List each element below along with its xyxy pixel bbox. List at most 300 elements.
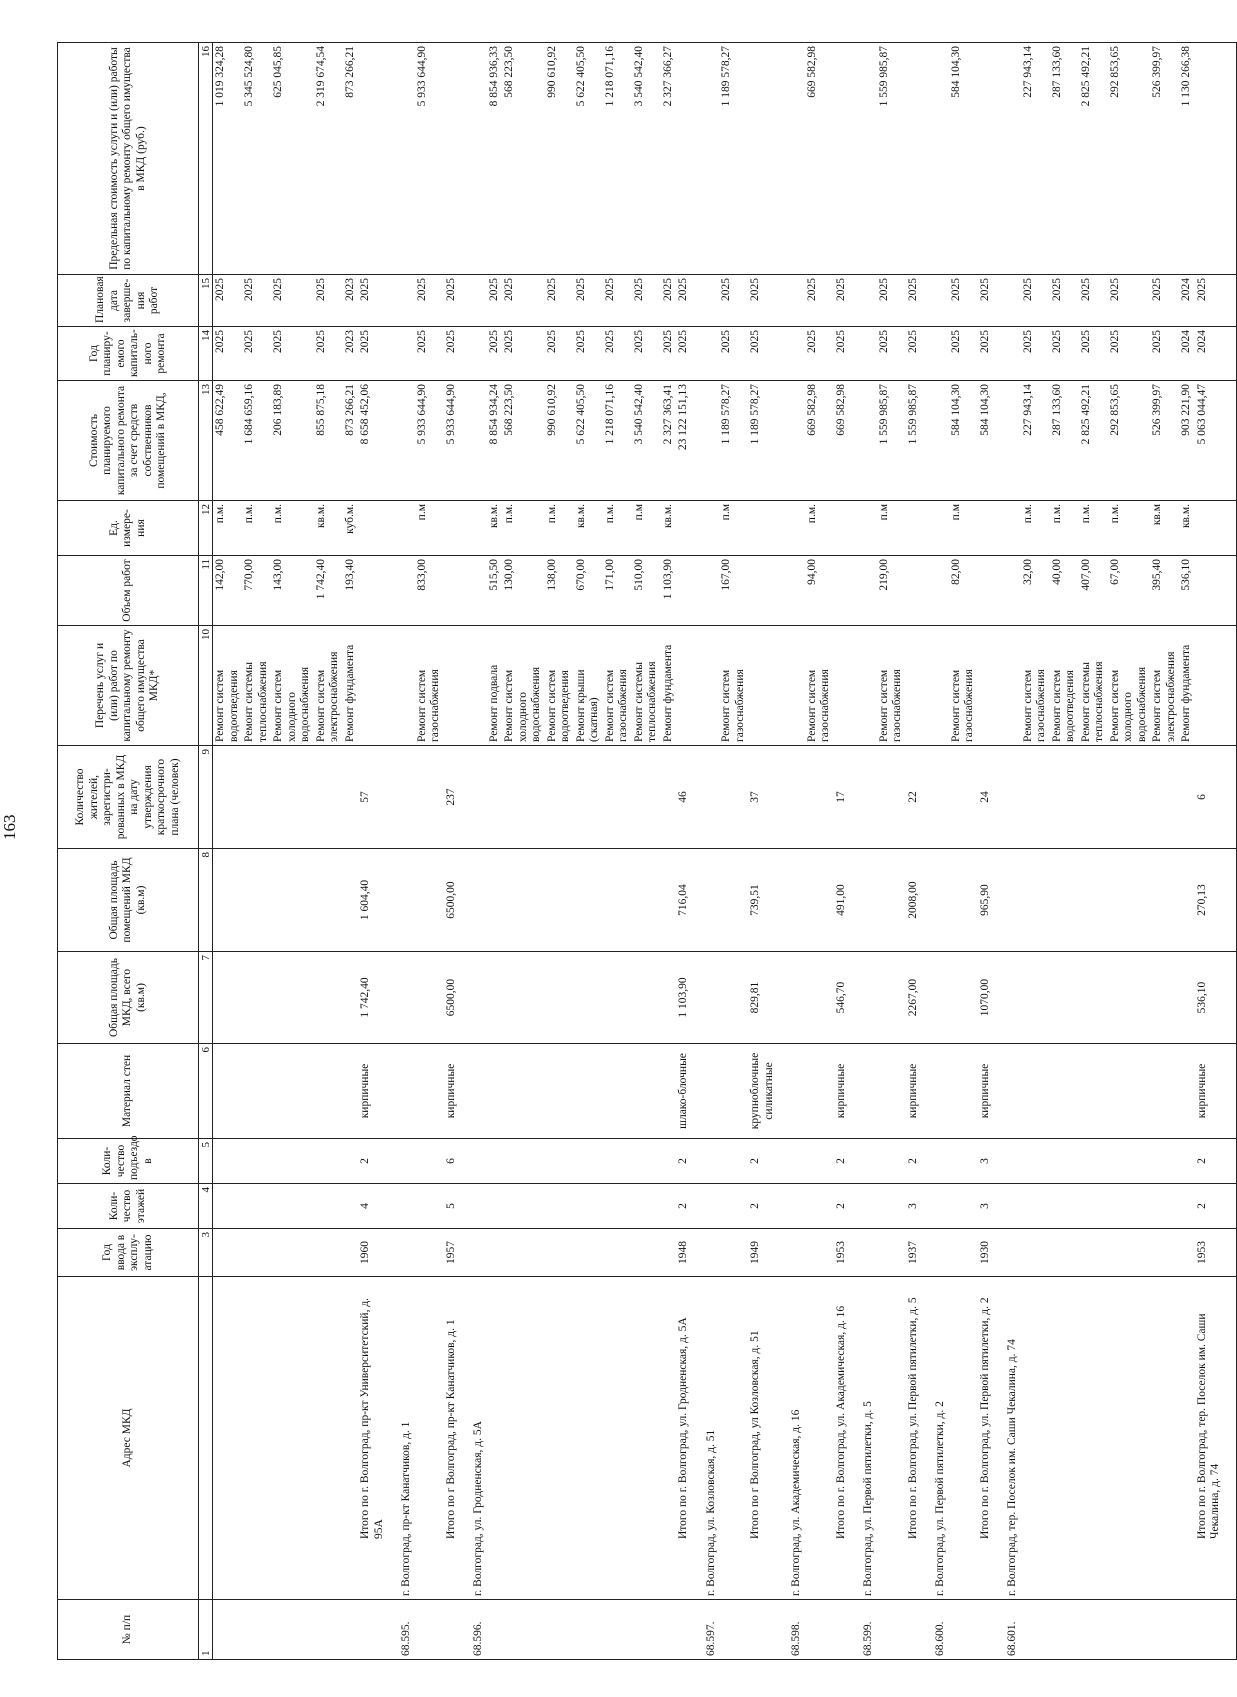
column-header: Коли-чество подъездо в	[58, 1139, 199, 1184]
empty-cell	[692, 746, 704, 849]
empty-cell	[877, 849, 906, 952]
empty-cell	[692, 952, 704, 1044]
work-unit: п.м.	[213, 501, 243, 556]
column-header: Плановая дата заверше-ния работ	[58, 275, 199, 327]
empty-cell	[358, 501, 387, 556]
empty-cell	[789, 952, 805, 1044]
empty-cell	[632, 1277, 661, 1600]
empty-cell	[704, 746, 720, 849]
empty-cell	[933, 327, 949, 381]
empty-cell	[459, 952, 471, 1044]
work-end: 2025	[415, 275, 444, 327]
total-end: 2025	[978, 275, 994, 327]
empty-cell	[343, 746, 359, 849]
residents-count: 22	[906, 746, 922, 849]
empty-cell	[399, 275, 415, 327]
empty-cell	[603, 1600, 632, 1660]
empty-cell	[949, 1044, 978, 1139]
empty-cell	[861, 1139, 877, 1184]
work-name: Ремонт систем холодного водоснабжения	[271, 626, 314, 746]
empty-cell	[921, 1139, 933, 1184]
empty-cell	[1224, 1184, 1237, 1229]
total-label: Итого по г. Волгоград, ул. Первой пятилетки, д. 5	[906, 1277, 922, 1600]
empty-cell	[834, 556, 850, 626]
total-year: 2025	[906, 327, 922, 381]
empty-cell	[387, 1139, 399, 1184]
empty-cell	[471, 746, 487, 849]
empty-cell	[1021, 1044, 1050, 1139]
total-row	[444, 43, 460, 1660]
empty-cell	[399, 501, 415, 556]
address-row	[933, 43, 949, 1660]
empty-cell	[993, 1600, 1005, 1660]
work-cost: 8 854 934,24	[487, 381, 503, 501]
work-cost: 5 622 405,50	[574, 381, 603, 501]
work-end: 2025	[213, 275, 243, 327]
total-cost: 5 063 044,47	[1195, 381, 1224, 501]
total-label: Итого по г. Волгоград, ул. Гродненская, д. 5А	[676, 1277, 692, 1600]
empty-cell	[805, 1277, 834, 1600]
spacer-row	[1224, 43, 1237, 1660]
empty-cell	[1108, 746, 1151, 849]
empty-cell	[574, 849, 603, 952]
work-volume: 770,00	[242, 556, 271, 626]
column-number: 15	[199, 275, 213, 327]
work-year: 2025	[545, 327, 574, 381]
empty-cell	[545, 1277, 574, 1600]
work-cost: 227 943,14	[1021, 381, 1050, 501]
empty-cell	[692, 501, 704, 556]
empty-cell	[471, 381, 487, 501]
year-built: 1930	[978, 1229, 994, 1277]
column-number: 4	[199, 1184, 213, 1229]
empty-cell	[1021, 952, 1050, 1044]
work-name: Ремонт систем холодного водоснабжения	[502, 626, 545, 746]
work-volume: 833,00	[415, 556, 444, 626]
work-row	[545, 43, 574, 1660]
empty-cell	[704, 952, 720, 1044]
empty-cell	[704, 1184, 720, 1229]
empty-cell	[933, 501, 949, 556]
empty-cell	[399, 1229, 415, 1277]
empty-cell	[1005, 1044, 1021, 1139]
empty-cell	[1150, 746, 1179, 849]
empty-cell	[1224, 1277, 1237, 1600]
empty-cell	[805, 952, 834, 1044]
entrances-count: 2	[358, 1139, 387, 1184]
work-end: 2025	[719, 275, 748, 327]
address: г. Волгоград, ул. Первой пятилетки, д. 5	[861, 1277, 877, 1600]
empty-cell	[1224, 952, 1237, 1044]
column-header: Стоимость планируемого капитального ремонта за счет средств собственников помещений в МКД,	[58, 381, 199, 501]
empty-cell	[343, 1044, 359, 1139]
empty-cell	[849, 556, 861, 626]
residents-count: 57	[358, 746, 387, 849]
work-end: 2025	[632, 275, 661, 327]
address-row	[399, 43, 415, 1660]
empty-cell	[861, 381, 877, 501]
empty-cell	[978, 556, 994, 626]
empty-cell	[933, 746, 949, 849]
empty-cell	[314, 746, 343, 849]
empty-cell	[459, 556, 471, 626]
empty-cell	[877, 1277, 906, 1600]
empty-cell	[399, 381, 415, 501]
address: г. Волгоград, ул. Академическая, д. 16	[789, 1277, 805, 1600]
empty-cell	[849, 1229, 861, 1277]
empty-cell	[271, 1600, 314, 1660]
empty-cell	[861, 501, 877, 556]
empty-cell	[487, 952, 503, 1044]
empty-cell	[692, 556, 704, 626]
column-number: 3	[199, 1229, 213, 1277]
work-year: 2025	[632, 327, 661, 381]
empty-cell	[921, 43, 933, 275]
empty-cell	[399, 556, 415, 626]
residents-count: 37	[748, 746, 777, 849]
column-number: 9	[199, 746, 213, 849]
empty-cell	[777, 1229, 789, 1277]
work-year: 2025	[661, 327, 677, 381]
total-area: 546,70	[834, 952, 850, 1044]
empty-cell	[387, 1229, 399, 1277]
empty-cell	[545, 1139, 574, 1184]
total-label: Итого по г. Волгоград, пр-кт Университетский, д. 95А	[358, 1277, 387, 1600]
work-name: Ремонт системы теплоснабжения	[242, 626, 271, 746]
empty-cell	[387, 849, 399, 952]
empty-cell	[444, 501, 460, 556]
empty-cell	[1179, 1277, 1195, 1600]
empty-cell	[777, 849, 789, 952]
empty-cell	[1179, 746, 1195, 849]
work-end: 2025	[314, 275, 343, 327]
empty-cell	[661, 1600, 677, 1660]
empty-cell	[877, 1184, 906, 1229]
work-end: 2025	[1150, 275, 1179, 327]
empty-cell	[921, 1277, 933, 1600]
empty-cell	[861, 746, 877, 849]
empty-cell	[603, 746, 632, 849]
empty-cell	[849, 381, 861, 501]
empty-cell	[399, 626, 415, 746]
empty-cell	[719, 952, 748, 1044]
empty-cell	[921, 556, 933, 626]
work-end: 2025	[502, 275, 545, 327]
empty-cell	[1150, 1229, 1179, 1277]
empty-cell	[471, 501, 487, 556]
empty-cell	[921, 952, 933, 1044]
work-unit: п.м	[632, 501, 661, 556]
empty-cell	[1179, 1229, 1195, 1277]
empty-cell	[271, 746, 314, 849]
empty-cell	[358, 1600, 387, 1660]
empty-cell	[849, 1184, 861, 1229]
empty-cell	[242, 1600, 271, 1660]
empty-cell	[471, 1044, 487, 1139]
total-end: 2025	[676, 275, 692, 327]
work-row	[1108, 43, 1151, 1660]
empty-cell	[1150, 1044, 1179, 1139]
empty-cell	[343, 1229, 359, 1277]
work-cost: 584 104,30	[949, 381, 978, 501]
empty-cell	[933, 381, 949, 501]
empty-cell	[213, 1600, 243, 1660]
work-row	[574, 43, 603, 1660]
empty-cell	[459, 849, 471, 952]
empty-cell	[1050, 1044, 1079, 1139]
work-year: 2025	[949, 327, 978, 381]
empty-cell	[387, 556, 399, 626]
entrances-count: 2	[676, 1139, 692, 1184]
empty-cell	[242, 1229, 271, 1277]
column-number: 12	[199, 501, 213, 556]
empty-cell	[805, 1600, 834, 1660]
empty-cell	[399, 746, 415, 849]
empty-cell	[387, 1044, 399, 1139]
work-name: Ремонт систем газоснабжения	[1021, 626, 1050, 746]
work-end: 2025	[1108, 275, 1151, 327]
empty-cell	[471, 43, 487, 275]
empty-cell	[1179, 1044, 1195, 1139]
wall-material: кирпичные	[1195, 1044, 1224, 1139]
empty-cell	[789, 626, 805, 746]
empty-cell	[789, 556, 805, 626]
wall-material: кирпичные	[834, 1044, 850, 1139]
empty-cell	[574, 1600, 603, 1660]
empty-cell	[993, 1277, 1005, 1600]
work-row	[632, 43, 661, 1660]
empty-cell	[777, 381, 789, 501]
empty-cell	[387, 1184, 399, 1229]
empty-cell	[444, 43, 460, 275]
empty-cell	[933, 275, 949, 327]
empty-cell	[1224, 1600, 1237, 1660]
work-year: 2025	[415, 327, 444, 381]
work-cost: 1 684 659,16	[242, 381, 271, 501]
work-unit: п.м	[719, 501, 748, 556]
empty-cell	[877, 952, 906, 1044]
empty-cell	[849, 849, 861, 952]
empty-cell	[1005, 952, 1021, 1044]
work-limit: 5 345 524,80	[242, 43, 271, 275]
total-area: 6500,00	[444, 952, 460, 1044]
empty-cell	[906, 501, 922, 556]
empty-cell	[574, 1229, 603, 1277]
total-row	[748, 43, 777, 1660]
empty-cell	[789, 1184, 805, 1229]
empty-cell	[748, 43, 777, 275]
work-year: 2025	[242, 327, 271, 381]
empty-cell	[676, 43, 692, 275]
work-limit: 873 266,21	[343, 43, 359, 275]
empty-cell	[1150, 1139, 1179, 1184]
empty-cell	[661, 952, 677, 1044]
empty-cell	[487, 1044, 503, 1139]
empty-cell	[993, 1139, 1005, 1184]
empty-cell	[487, 1277, 503, 1600]
empty-cell	[719, 1184, 748, 1229]
empty-cell	[314, 1044, 343, 1139]
work-end: 2023	[343, 275, 359, 327]
work-row	[805, 43, 834, 1660]
rooms-area: 2008,00	[906, 849, 922, 952]
empty-cell	[213, 952, 243, 1044]
empty-cell	[574, 1044, 603, 1139]
empty-cell	[1108, 952, 1151, 1044]
empty-cell	[242, 849, 271, 952]
empty-cell	[242, 952, 271, 1044]
empty-cell	[271, 1229, 314, 1277]
empty-cell	[459, 1600, 471, 1660]
empty-cell	[343, 1184, 359, 1229]
empty-cell	[271, 1044, 314, 1139]
empty-cell	[502, 849, 545, 952]
work-limit: 292 853,65	[1108, 43, 1151, 275]
empty-cell	[993, 849, 1005, 952]
work-year: 2024	[1179, 327, 1195, 381]
wall-material: крупноблочные силикатные	[748, 1044, 777, 1139]
empty-cell	[777, 1139, 789, 1184]
empty-cell	[921, 1600, 933, 1660]
column-header: Коли-чество этажей	[58, 1184, 199, 1229]
empty-cell	[692, 381, 704, 501]
empty-cell	[459, 1139, 471, 1184]
empty-cell	[387, 381, 399, 501]
empty-cell	[574, 1184, 603, 1229]
work-unit: кв.м.	[574, 501, 603, 556]
work-limit: 3 540 542,40	[632, 43, 661, 275]
rooms-area: 716,04	[676, 849, 692, 952]
work-cost: 292 853,65	[1108, 381, 1151, 501]
column-number	[199, 1277, 213, 1600]
entrances-count: 2	[834, 1139, 850, 1184]
work-volume: 515,50	[487, 556, 503, 626]
empty-cell	[719, 1044, 748, 1139]
empty-cell	[459, 501, 471, 556]
empty-cell	[603, 849, 632, 952]
empty-cell	[1195, 556, 1224, 626]
empty-cell	[242, 1139, 271, 1184]
empty-cell	[861, 327, 877, 381]
spacer-row	[459, 43, 471, 1660]
empty-cell	[849, 746, 861, 849]
empty-cell	[358, 43, 387, 275]
work-year: 2025	[271, 327, 314, 381]
work-volume: 138,00	[545, 556, 574, 626]
empty-cell	[906, 626, 922, 746]
empty-cell	[1150, 849, 1179, 952]
spacer-row	[993, 43, 1005, 1660]
year-built: 1949	[748, 1229, 777, 1277]
empty-cell	[777, 1600, 789, 1660]
empty-cell	[692, 1229, 704, 1277]
empty-cell	[632, 746, 661, 849]
residents-count: 6	[1195, 746, 1224, 849]
work-name: Ремонт систем водоотведения	[213, 626, 243, 746]
empty-cell	[704, 1139, 720, 1184]
empty-cell	[1224, 381, 1237, 501]
empty-cell	[661, 746, 677, 849]
rotated-page	[57, 43, 1221, 1660]
empty-cell	[1150, 1600, 1179, 1660]
empty-cell	[978, 43, 994, 275]
empty-cell	[719, 1139, 748, 1184]
empty-cell	[805, 1139, 834, 1184]
empty-cell	[632, 952, 661, 1044]
work-cost: 3 540 542,40	[632, 381, 661, 501]
work-name: Ремонт фундамента	[343, 626, 359, 746]
empty-cell	[271, 1277, 314, 1600]
column-header: Год ввода в эксплу-атацию	[58, 1229, 199, 1277]
total-label: Итого по г Волгоград, пр-кт Канатчиков, д. 1	[444, 1277, 460, 1600]
empty-cell	[1195, 43, 1224, 275]
work-unit: кв.м	[1150, 501, 1179, 556]
total-end: 2025	[444, 275, 460, 327]
work-unit: п.м	[877, 501, 906, 556]
work-year: 2025	[1108, 327, 1151, 381]
empty-cell	[415, 1139, 444, 1184]
empty-cell	[978, 626, 994, 746]
empty-cell	[805, 1229, 834, 1277]
empty-cell	[933, 1044, 949, 1139]
empty-cell	[1079, 1044, 1108, 1139]
empty-cell	[789, 501, 805, 556]
empty-cell	[906, 556, 922, 626]
empty-cell	[213, 1044, 243, 1139]
empty-cell	[849, 1139, 861, 1184]
work-volume: 167,00	[719, 556, 748, 626]
empty-cell	[676, 1600, 692, 1660]
work-end: 2025	[805, 275, 834, 327]
total-year: 2025	[676, 327, 692, 381]
empty-cell	[1079, 849, 1108, 952]
column-header: Адрес МКД	[58, 1277, 199, 1600]
empty-cell	[1179, 849, 1195, 952]
work-unit: п.м	[415, 501, 444, 556]
empty-cell	[242, 746, 271, 849]
floors-count: 3	[978, 1184, 994, 1229]
empty-cell	[343, 1277, 359, 1600]
empty-cell	[789, 43, 805, 275]
empty-cell	[805, 746, 834, 849]
empty-cell	[789, 1139, 805, 1184]
address-row	[1005, 43, 1021, 1660]
empty-cell	[789, 849, 805, 952]
empty-cell	[1108, 849, 1151, 952]
empty-cell	[777, 1277, 789, 1600]
work-volume: 1 742,40	[314, 556, 343, 626]
work-year: 2025	[213, 327, 243, 381]
empty-cell	[387, 626, 399, 746]
work-end: 2025	[487, 275, 503, 327]
residents-count: 17	[834, 746, 850, 849]
work-name: Ремонт систем водоотведения	[1050, 626, 1079, 746]
empty-cell	[861, 43, 877, 275]
empty-cell	[603, 1044, 632, 1139]
empty-cell	[471, 556, 487, 626]
total-year: 2025	[444, 327, 460, 381]
work-name: Ремонт систем холодного водоснабжения	[1108, 626, 1151, 746]
floors-count: 4	[358, 1184, 387, 1229]
empty-cell	[933, 556, 949, 626]
column-header: Материал стен	[58, 1044, 199, 1139]
address: г. Волгоград, ул. Гродненская, д. 5А	[471, 1277, 487, 1600]
work-year: 2025	[877, 327, 906, 381]
empty-cell	[777, 746, 789, 849]
work-name: Ремонт систем газоснабжения	[603, 626, 632, 746]
work-limit: 5 622 405,50	[574, 43, 603, 275]
empty-cell	[459, 275, 471, 327]
